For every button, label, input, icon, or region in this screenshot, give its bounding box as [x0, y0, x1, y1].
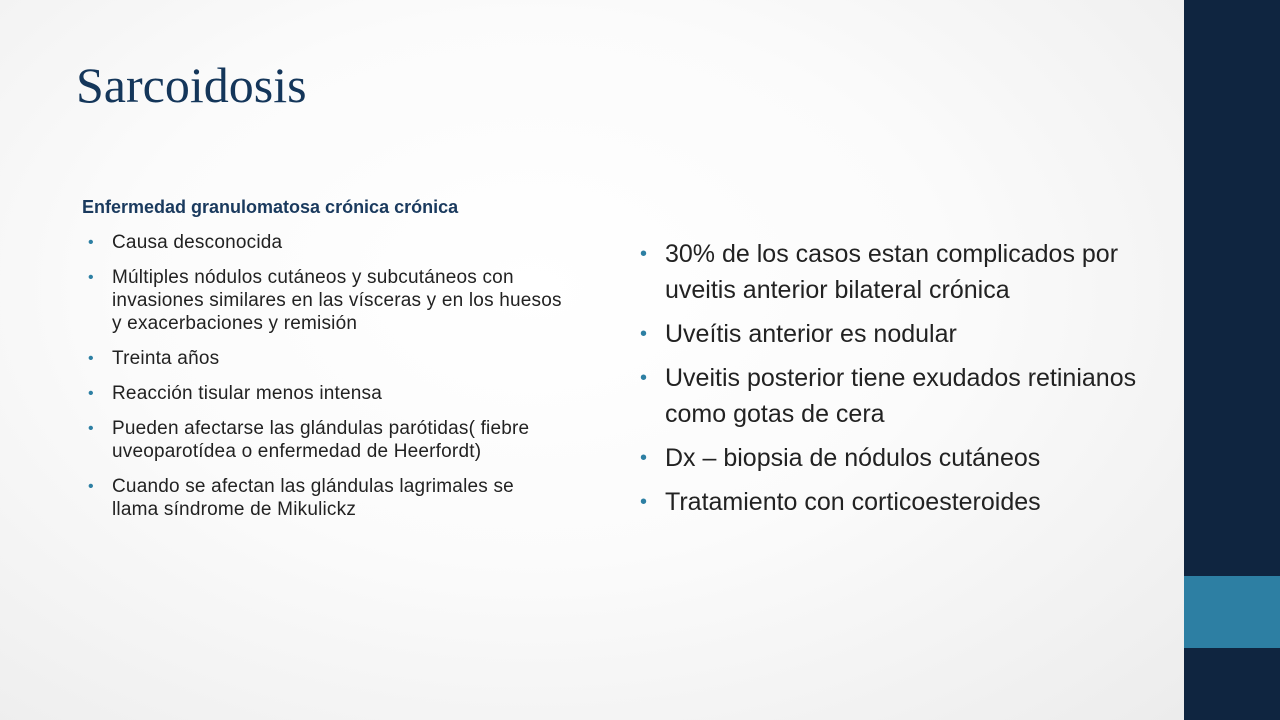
list-item	[640, 236, 1140, 308]
bullet-icon: •	[640, 491, 648, 513]
bullet-text: 30% de los casos estan complicados por uveitis anterior bilateral crónica	[665, 240, 1119, 304]
list-item	[82, 347, 562, 370]
bullet-text: Tratamiento con corticoesteroides	[665, 488, 1041, 516]
bullet-icon: •	[640, 447, 648, 469]
right-bullet-list	[640, 236, 1140, 520]
bullet-text: Uveítis anterior es nodular	[665, 320, 957, 348]
slide-title: Sarcoidosis	[76, 57, 307, 113]
bullet-icon: •	[88, 384, 94, 402]
bullet-text: Causa desconocida	[112, 231, 283, 253]
list-item	[640, 440, 1140, 476]
bullet-text: Treinta años	[112, 347, 220, 369]
bullet-icon: •	[88, 268, 94, 286]
bullet-icon: •	[88, 477, 94, 495]
bullet-icon: •	[640, 243, 648, 265]
list-item	[640, 316, 1140, 352]
left-column	[82, 197, 562, 533]
bullet-text: Múltiples nódulos cutáneos y subcutáneos con invasiones similares en las vísceras y en los huesos y exacerbaciones y remisión	[112, 266, 562, 334]
bullet-text: Cuando se afectan las glándulas lagrimales se llama síndrome de Mikulickz	[112, 475, 514, 520]
list-item	[82, 266, 562, 335]
bullet-icon: •	[88, 349, 94, 367]
list-item	[82, 382, 562, 405]
list-item	[82, 417, 562, 463]
bullet-text: Uveitis posterior tiene exudados retinianos como gotas de cera	[665, 364, 1137, 428]
bullet-icon: •	[88, 419, 94, 437]
bullet-icon: •	[640, 323, 648, 345]
list-item	[640, 484, 1140, 520]
right-column	[640, 236, 1140, 528]
list-item	[640, 360, 1140, 432]
bullet-text: Reacción tisular menos intensa	[112, 382, 383, 404]
bullet-icon: •	[88, 233, 94, 251]
bullet-text: Pueden afectarse las glándulas parótidas( fiebre uveoparotídea o enfermedad de Heerfordt)	[112, 417, 530, 462]
sidebar-accent-band	[1184, 576, 1280, 648]
left-subheading: Enfermedad granulomatosa crónica crónica	[82, 197, 459, 217]
left-bullet-list	[82, 231, 562, 521]
bullet-text: Dx – biopsia de nódulos cutáneos	[665, 444, 1041, 472]
bullet-icon: •	[640, 367, 648, 389]
list-item	[82, 475, 562, 521]
list-item	[82, 231, 562, 254]
